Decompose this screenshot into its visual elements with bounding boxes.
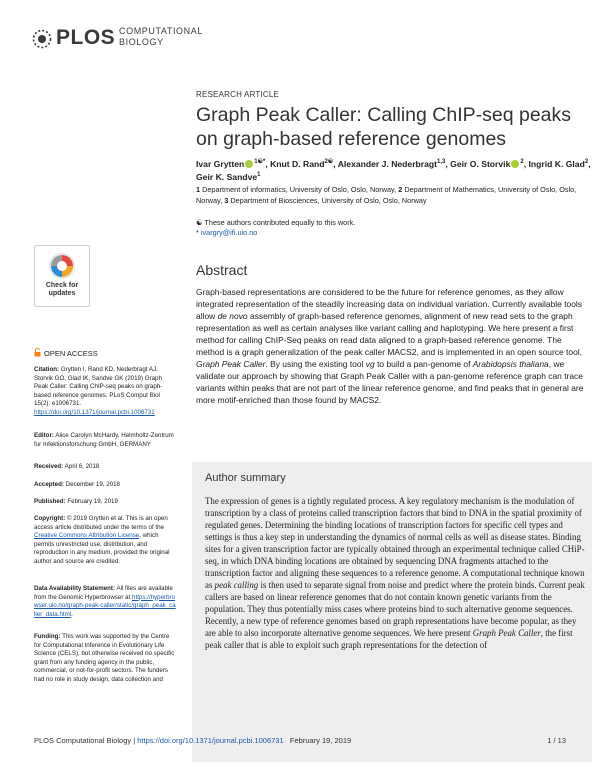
author-summary-heading: Author summary xyxy=(205,472,286,484)
editor-text: Alice Carolyn McHardy, Helmholtz-Zentrum fur Infektionsforschung GmbH, GERMANY xyxy=(34,432,174,448)
corresponding-star: * xyxy=(262,159,266,165)
journal-name xyxy=(119,26,203,48)
copyright-block xyxy=(34,515,176,567)
check-updates-line-1: Check for xyxy=(45,282,79,289)
published-value: February 19, 2019 xyxy=(67,498,118,505)
affil-text: Department of Biosciences, University of Oslo, Oslo, Norway xyxy=(230,195,427,205)
journal-line-1: COMPUTATIONAL xyxy=(119,26,203,36)
open-access-label xyxy=(34,348,98,358)
footer-date: February 19, 2019 xyxy=(289,736,352,745)
abstract-text-5: , we validate our approach by showing that Graph Peak Caller with a pan-genome reference graph can trace variants within peaks that are not part of the linear reference genome, and find peaks that in general are more motif-enriched than those found by MACS2. xyxy=(196,359,584,405)
cc-license-link[interactable]: Creative Commons Attribution License xyxy=(34,532,140,540)
journal-logo xyxy=(34,25,203,51)
data-availability-text: All files are available from the Genomic Hyperbrowser at xyxy=(34,585,173,601)
accepted-label: Accepted: xyxy=(34,481,64,488)
author-name[interactable]: Alexander J. Nederbragt xyxy=(337,158,438,169)
plos-dots-icon xyxy=(32,29,52,49)
summary-text-2: is then used to separate signal from noise and predict where the protein binds. Current peak callers are based on linear reference genomes that do not contain known genetic variants from the population. They thus potentially miss cases where proteins bind to such alternative genome sequences. Recently, a new type of reference genomes based on graph representations have become popular, as they are able to also incorporate alternative genome sequences. We here present xyxy=(205,580,585,638)
page-number: 1 / 13 xyxy=(547,736,566,745)
published-label: Published: xyxy=(34,498,66,505)
article-title: Graph Peak Caller: Calling ChIP-seq peaks on graph-based reference genomes xyxy=(196,104,572,150)
abstract-heading: Abstract xyxy=(196,262,248,278)
author-name[interactable]: Knut D. Rand xyxy=(270,158,325,169)
affil-num: 2 xyxy=(398,185,403,194)
author-name[interactable]: Ivar Grytten xyxy=(196,158,245,169)
editor-block xyxy=(34,432,176,449)
summary-text-3: , the first peak caller that is able to exploit such graph representations for the detection of xyxy=(205,628,573,650)
affil-text: Department of informatics, University of Oslo, Oslo, Norway, xyxy=(202,185,397,194)
author-list: Ivar Grytten $^{1☯*}$, Knut D. Rand$^{2☯}$, Alexander J. Nederbragt$^{1,3}$, Geir O. Storvik $^2$, Ingrid K. Glad$^2$, Geir K. Sandve$^1$ xyxy=(196,158,591,183)
copyright-label: Copyright: xyxy=(34,515,66,522)
accepted-value: December 19, 2018 xyxy=(65,481,121,488)
footer-journal: PLOS Computational Biology xyxy=(34,736,132,745)
author-name[interactable]: Geir K. Sandve xyxy=(196,172,258,183)
citation-block xyxy=(34,366,176,418)
received-label: Received: xyxy=(34,463,64,470)
received-date xyxy=(34,463,176,472)
citation-doi-link[interactable]: https://doi.org/10.1371/journal.pcbi.1006731 xyxy=(34,408,155,416)
author-affil: 2 xyxy=(520,159,524,165)
journal-line-2: BIOLOGY xyxy=(119,37,164,47)
open-access-text: OPEN ACCESS xyxy=(44,349,98,358)
author-affil: 1 xyxy=(257,172,261,179)
email-link[interactable]: ivargry@ifi.uio.no xyxy=(200,228,258,237)
author-affil: 1☯ xyxy=(254,159,263,165)
footer-doi-link[interactable]: https://doi.org/10.1371/journal.pcbi.1006731 xyxy=(137,736,284,745)
data-availability-label: Data Availability Statement: xyxy=(34,585,116,592)
received-value: April 6, 2018 xyxy=(64,463,100,470)
email-star: * xyxy=(196,228,199,237)
check-for-updates-badge[interactable] xyxy=(34,245,90,307)
summary-em-1: peak calling xyxy=(214,580,259,590)
logo-text: PLOS xyxy=(56,26,116,49)
citation-text: Grytten I, Rand KD, Nederbragt AJ, Storvik GO, Glad IK, Sandve GK (2019) Graph Peak Caller: Calling ChIP-seq peaks on graph-based reference genomes. PLoS Comput Biol 15(2): e1006731. xyxy=(34,366,163,408)
check-updates-icon xyxy=(48,252,76,280)
published-date xyxy=(34,498,176,507)
abstract-em-2: Graph Peak Caller xyxy=(196,359,266,369)
funding-text: This work was supported by the Centre for Computational Inference in Evolutionary Life Science (CELS), but otherwise received no specific grant from any funding agency in the public, commercial, or not-for-profit sectors. The funders had no role in study design, data collection and xyxy=(34,633,175,683)
summary-em-2: Graph Peak Caller xyxy=(472,628,541,638)
abstract-em-3: vg xyxy=(365,359,375,369)
abstract-em-4: Arabidopsis thaliana xyxy=(472,359,549,369)
author-affil: 2 xyxy=(584,159,589,165)
abstract-text-4: to build a pan-genome of xyxy=(374,359,473,369)
affiliations xyxy=(196,185,591,206)
orcid-icon[interactable] xyxy=(511,160,519,168)
article-type: RESEARCH ARTICLE xyxy=(196,90,280,99)
citation-label: Citation: xyxy=(34,366,60,373)
author-summary-body xyxy=(205,495,585,651)
abstract-body xyxy=(196,286,588,406)
copyright-text-b: , which permits unrestricted use, distribution, and reproduction in any medium, provided the original author and source are credited. xyxy=(34,532,170,565)
funding-block xyxy=(34,633,176,685)
data-availability-block xyxy=(34,585,176,619)
footer-separator: | xyxy=(131,736,138,745)
abstract-text-2: assembly of graph-based reference genomes, alignment of new read sets to the graph representation as well as certain analyses like variant calling and haplotyping. We here present a first method for calling ChIP-Seq peaks on read data aligned to a graph-based reference genome. The method is a graph generalization of the peak caller MACS2, and is implemented in an open source tool, xyxy=(196,311,583,357)
abstract-text-3: . By using the existing tool xyxy=(265,359,366,369)
page-footer xyxy=(34,736,574,745)
orcid-icon[interactable] xyxy=(245,160,253,168)
affil-text: Department of Mathematics, University of Oslo, Oslo, Norway, xyxy=(196,185,577,205)
corresponding-email-line xyxy=(196,228,257,237)
editor-label: Editor: xyxy=(34,432,54,439)
summary-text-1: The expression of genes is a tightly regulated process. A key regulatory mechanism is the modulation of transcription by a class of proteins called transcription factors that bind to DNA in the spatial proximity of regulated genes. Determining the binding locations of transcription factors for specific cell types and settings is thus a key step in understanding the dynamics of normal cells as well as disease states. Binding sites for a given transcription factor are typically obtained through an experimental technique called CHiP-seq, in which DNA binding locations are obtained by sequencing DNA fragments attached to the transcription factor and aligning these sequences to a reference genome. A computational technique known as xyxy=(205,496,585,590)
affil-num: 1 xyxy=(196,185,201,194)
author-name[interactable]: Ingrid K. Glad xyxy=(528,158,585,169)
data-availability-period: . xyxy=(71,610,73,618)
copyright-text-a: © 2019 Grytten et al. This is an open access article distributed under the terms of the xyxy=(34,515,168,531)
equal-contribution-note: ☯ These authors contributed equally to this work. xyxy=(196,218,356,227)
author-name[interactable]: Geir O. Storvik xyxy=(450,158,511,169)
author-affil: 2☯ xyxy=(324,159,334,165)
check-updates-label xyxy=(35,282,89,298)
open-lock-icon xyxy=(34,348,41,357)
data-availability-link[interactable]: https://hyperbrowser.uio.no/graph-peak-caller/static/graph_peak_caller_data.html xyxy=(34,593,176,618)
accepted-date xyxy=(34,481,176,490)
funding-label: Funding: xyxy=(34,633,61,640)
author-affil: 1,3 xyxy=(437,159,446,165)
abstract-em-1: de novo xyxy=(217,311,248,321)
abstract-text-1: Graph-based representations are considered to be the future for reference genomes, as they allow integrated representation of the steadily increasing data on individual variation. Currently available tools allow xyxy=(196,287,583,321)
affil-num: 3 xyxy=(224,195,229,205)
check-updates-line-2: updates xyxy=(48,290,76,297)
